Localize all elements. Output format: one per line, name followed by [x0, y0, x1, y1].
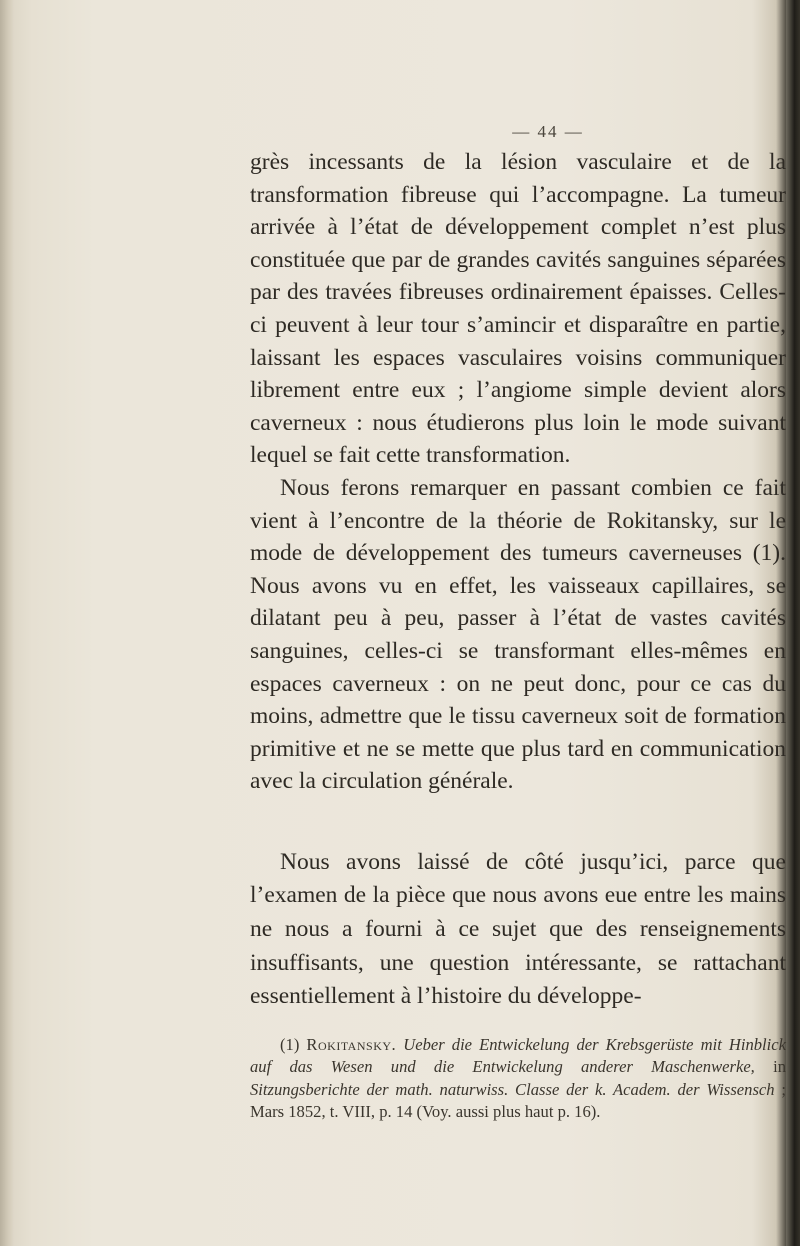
footnote-author: Rokitansky. [306, 1034, 397, 1054]
footnote [250, 1034, 786, 1124]
footnote-title: Ueber die Entwickelung der Krebsgerüste mit Hinblick auf das Wesen und die Entwickelung anderer Maschenwerke, [250, 1034, 787, 1077]
footnote-details: ; Mars 1852, t. VIII, p. 14 (Voy. aussi plus haut p. 16). [250, 1079, 786, 1122]
paragraph-continued: grès incessants de la lésion vasculaire et de la transformation fibreuse qui l’accompagne. La tumeur arrivée à l’état de développement complet n’est plus constituée que par de grandes cavités sanguines séparées par des travées fibreuses ordinairement épaisses. Celles-ci peuvent à leur tour s’amincir et disparaître en partie, laissant les espaces vasculaires voisins communiquer librement entre eux ; l’angiome simple devient alors caverneux : nous étudierons plus loin le mode suivant lequel se fait cette transformation. [250, 149, 786, 469]
page-number: — 44 — [512, 122, 584, 141]
footnote-in: in [754, 1057, 786, 1077]
page-binding-edge [786, 0, 800, 1246]
page-left-edge [0, 0, 14, 1246]
paragraph-question: Nous avons laissé de côté jusqu’ici, parce que l’examen de la pièce que nous avons eue entre les mains ne nous a fourni à ce sujet que des renseignements insuffisants, une question intéressante, se rattachant essentiellement à l’histoire du développe- [250, 848, 786, 1010]
paragraph-rokitansky: Nous ferons remarquer en passant combien ce fait vient à l’encontre de la théorie de Rokitansky, sur le mode de développement des tumeurs caverneuses (1). Nous avons vu en effet, les vaisseaux capillaires, se dilatant peu à peu, passer à l’état de vastes cavités sanguines, celles-ci se transformant elles-mêmes en espaces caverneux : on ne peut donc, pour ce cas du moins, admettre que le tissu caverneux soit de formation primitive et ne se mette que plus tard en communication avec la circulation générale. [250, 474, 786, 795]
page-content [250, 122, 786, 1140]
footnote-marker: (1) [280, 1034, 307, 1054]
paragraph-gap [250, 798, 786, 846]
footnote-journal: Sitzungsberichte der math. naturwiss. Classe der k. Academ. der Wissensch [250, 1079, 775, 1099]
